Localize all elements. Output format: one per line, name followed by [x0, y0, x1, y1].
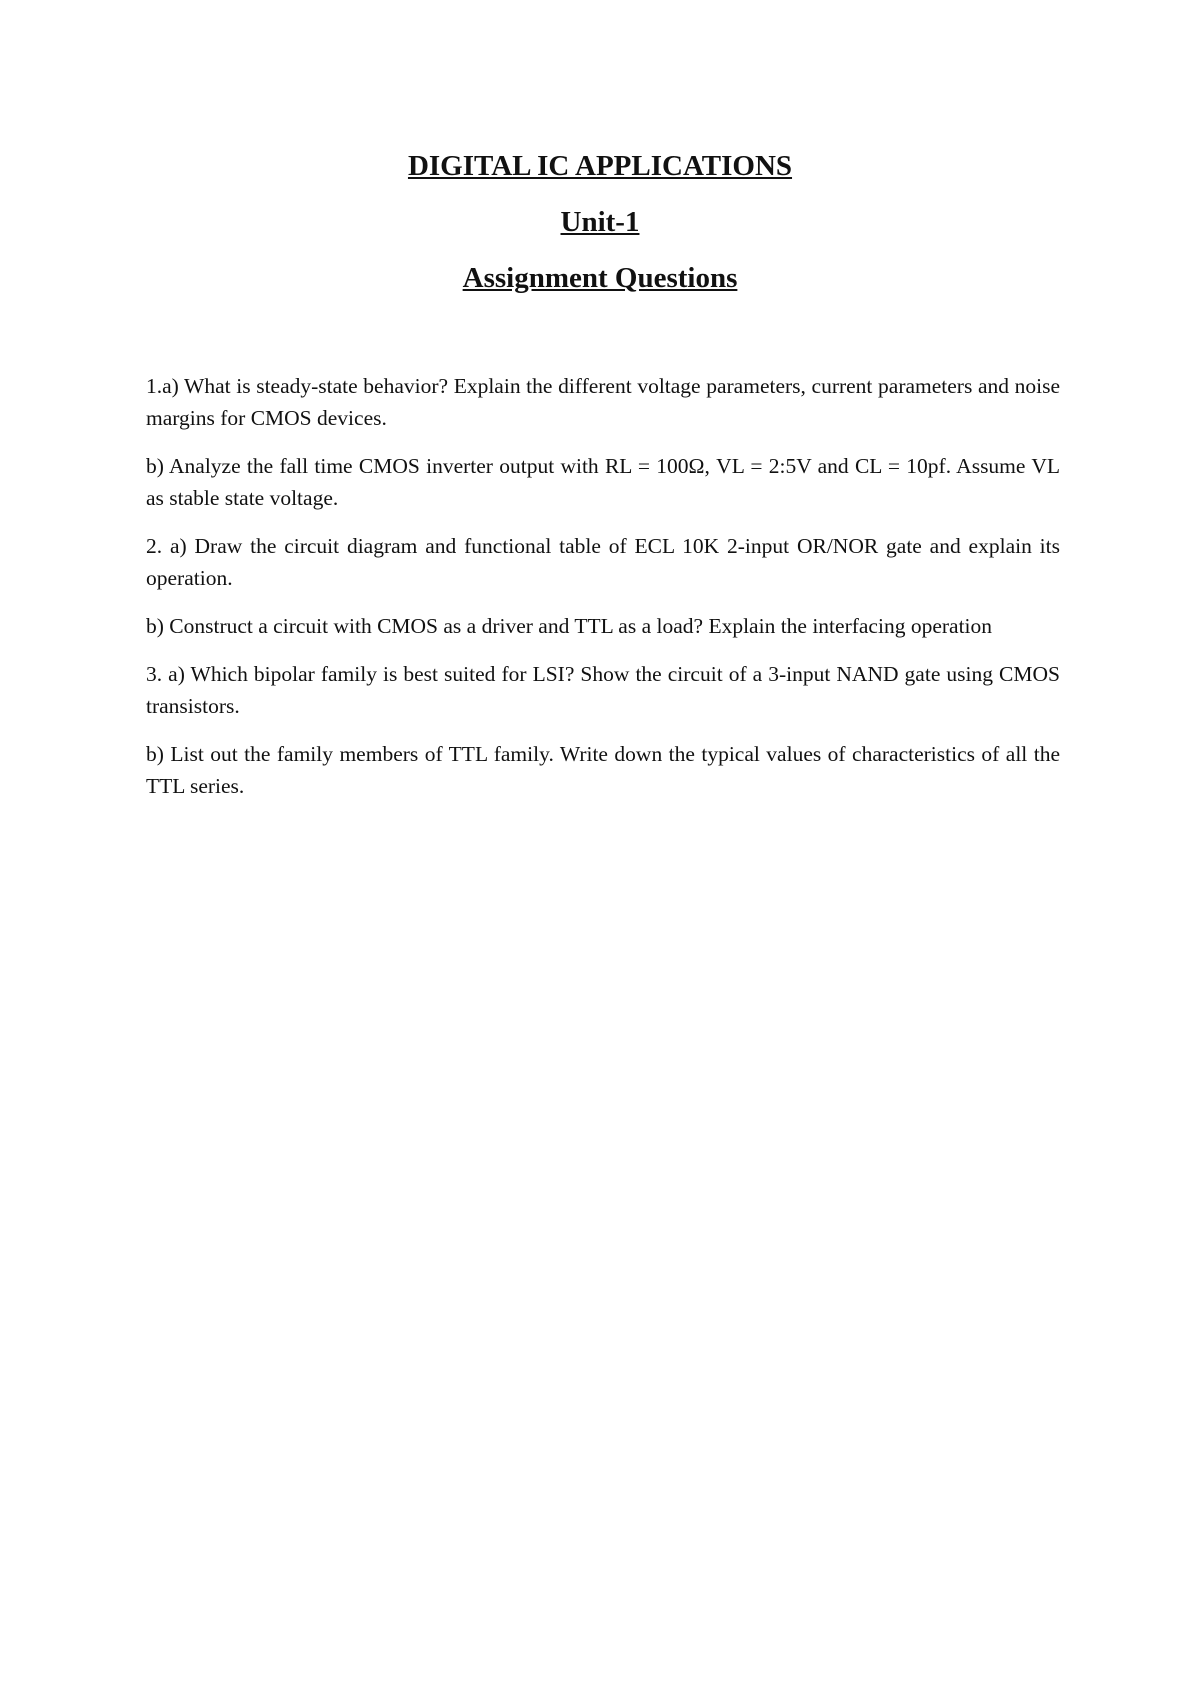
- question-3a: 3. a) Which bipolar family is best suited for LSI? Show the circuit of a 3-input NAND gate using CMOS transistors.: [146, 662, 1060, 718]
- question-2a: 2. a) Draw the circuit diagram and functional table of ECL 10K 2-input OR/NOR gate and explain its operation.: [146, 534, 1060, 590]
- question-2b: b) Construct a circuit with CMOS as a driver and TTL as a load? Explain the interfacing operation: [146, 614, 993, 638]
- unit-heading: Unit-1: [560, 206, 640, 238]
- question-3b: b) List out the family members of TTL family. Write down the typical values of characteristics of all the TTL series.: [146, 742, 1060, 798]
- document-title: DIGITAL IC APPLICATIONS: [407, 150, 793, 182]
- question-list: [146, 370, 1060, 818]
- question-1a: 1.a) What is steady-state behavior? Explain the different voltage parameters, current parameters and noise margins for CMOS devices.: [146, 374, 1060, 430]
- question-1b: b) Analyze the fall time CMOS inverter output with RL = 100Ω, VL = 2:5V and CL = 10pf. Assume VL as stable state voltage.: [146, 454, 1060, 510]
- assignment-heading: Assignment Questions: [462, 262, 738, 294]
